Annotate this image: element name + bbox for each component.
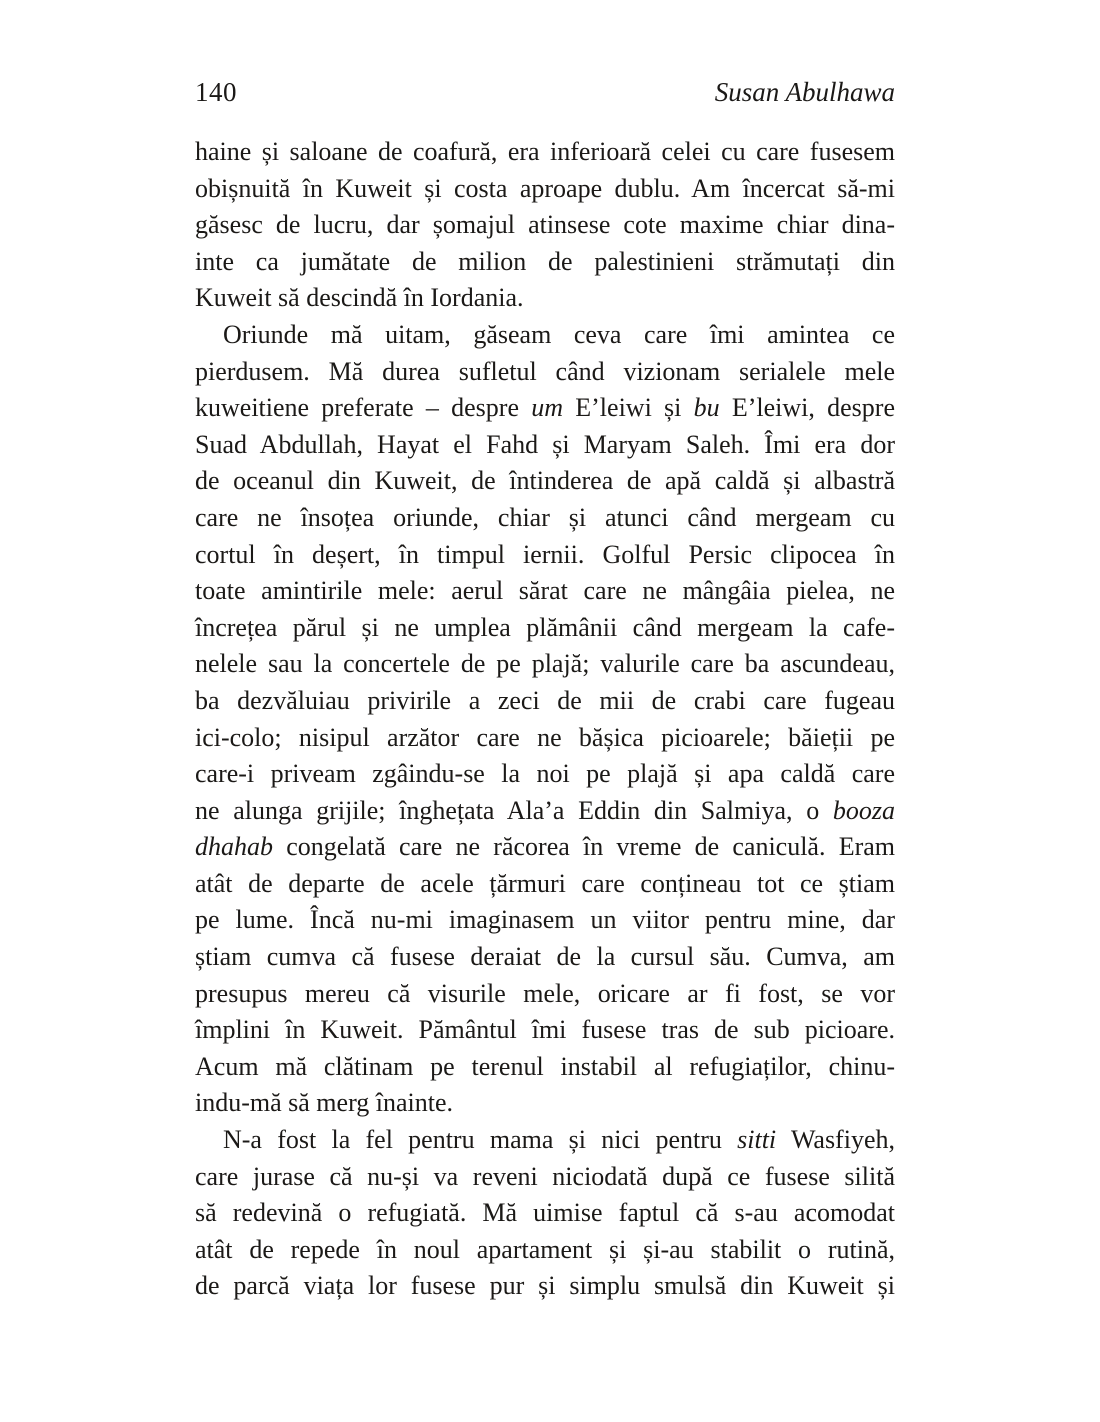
text-line bbox=[195, 463, 895, 500]
italic-term: bu bbox=[693, 393, 720, 423]
text-run: găsesc de lucru, dar șomajul atinsese cote maxime chiar dina- bbox=[195, 210, 895, 240]
text-run: Kuweit să descindă în Iordania. bbox=[195, 283, 524, 313]
text-block bbox=[195, 134, 895, 1305]
text-line bbox=[195, 1268, 895, 1305]
text-line bbox=[195, 427, 895, 464]
text-run: care jurase că nu-și va reveni niciodată după ce fusese silită bbox=[195, 1161, 895, 1191]
text-run: pe lume. Încă nu-mi imaginasem un viitor pentru mine, dar bbox=[195, 905, 895, 935]
text-run: E’leiwi și bbox=[563, 393, 694, 423]
text-line bbox=[195, 134, 895, 171]
text-line bbox=[195, 171, 895, 208]
page-number: 140 bbox=[195, 77, 237, 107]
text-run: să redevină o refugiată. Mă uimise faptul că s-au acomodat bbox=[195, 1198, 895, 1228]
text-line bbox=[195, 866, 895, 903]
text-run: Oriunde mă uitam, găseam ceva care îmi amintea ce bbox=[223, 319, 895, 349]
text-run: încrețea părul și ne umplea plămânii când mergeam la cafe- bbox=[195, 612, 895, 642]
italic-term: dhahab bbox=[195, 832, 273, 862]
text-run: obișnuită în Kuweit și costa aproape dublu. Am încercat să-mi bbox=[195, 173, 895, 203]
text-line bbox=[195, 244, 895, 281]
italic-term: booza bbox=[832, 795, 895, 825]
text-line bbox=[195, 500, 895, 537]
text-run: atât de departe de acele țărmuri care conțineau tot ce știam bbox=[195, 868, 895, 898]
text-line bbox=[195, 317, 895, 354]
text-run: cortul în deșert, în timpul iernii. Golful Persic clipocea în bbox=[195, 539, 895, 569]
text-line bbox=[195, 537, 895, 574]
running-header-author: Susan Abulhawa bbox=[714, 77, 895, 107]
text-run: care ne însoțea oriunde, chiar și atunci când mergeam cu bbox=[195, 502, 895, 532]
text-line bbox=[195, 720, 895, 757]
text-run: inte ca jumătate de milion de palestinieni strămutați din bbox=[195, 246, 895, 276]
text-line bbox=[195, 793, 895, 830]
italic-term: sitti bbox=[737, 1125, 777, 1155]
text-line bbox=[195, 1012, 895, 1049]
text-run: ne alunga grijile; înghețata Ala’a Eddin din Salmiya, o bbox=[195, 795, 833, 825]
text-run: Acum mă clătinam pe terenul instabil al refugiaților, chinu- bbox=[195, 1051, 895, 1081]
text-line bbox=[195, 829, 895, 866]
text-run: de parcă viața lor fusese pur și simplu smulsă din Kuweit și bbox=[195, 1271, 895, 1301]
text-line bbox=[195, 1122, 895, 1159]
text-line bbox=[195, 646, 895, 683]
text-line bbox=[195, 939, 895, 976]
text-run: congelată care ne răcorea în vreme de caniculă. Eram bbox=[273, 832, 895, 862]
text-run: N-a fost la fel pentru mama și nici pentru bbox=[223, 1125, 738, 1155]
text-run: pierdusem. Mă durea sufletul când vizionam serialele mele bbox=[195, 356, 895, 386]
text-run: E’leiwi, despre bbox=[719, 393, 895, 423]
italic-term: um bbox=[531, 393, 564, 423]
text-line bbox=[195, 280, 895, 317]
text-run: de oceanul din Kuweit, de întinderea de apă caldă și albastră bbox=[195, 466, 895, 496]
text-run: ba dezvăluiau privirile a zeci de mii de crabi care fugeau bbox=[195, 685, 895, 715]
text-line bbox=[195, 207, 895, 244]
text-run: nelele sau la concertele de pe plajă; valurile care ba ascundeau, bbox=[195, 649, 895, 679]
text-line bbox=[195, 1232, 895, 1269]
text-line bbox=[195, 1195, 895, 1232]
text-line bbox=[195, 976, 895, 1013]
text-line bbox=[195, 390, 895, 427]
text-run: Wasfiyeh, bbox=[776, 1125, 895, 1155]
text-line bbox=[195, 1159, 895, 1196]
text-line bbox=[195, 1085, 895, 1122]
text-run: haine și saloane de coafură, era inferioară celei cu care fusesem bbox=[195, 137, 895, 166]
text-run: presupus mereu că visurile mele, oricare ar fi fost, se vor bbox=[195, 978, 895, 1008]
running-header bbox=[195, 75, 895, 109]
text-run: care-i priveam zgâindu-se la noi pe plajă și apa caldă care bbox=[195, 759, 895, 789]
text-run: Suad Abdullah, Hayat el Fahd și Maryam Saleh. Îmi era dor bbox=[195, 429, 895, 459]
text-run: toate amintirile mele: aerul sărat care ne mângâia pielea, ne bbox=[195, 576, 895, 606]
text-line bbox=[195, 683, 895, 720]
text-run: atât de repede în noul apartament și și-au stabilit o rutină, bbox=[195, 1234, 895, 1264]
text-run: kuweitiene preferate – despre bbox=[195, 393, 532, 423]
text-run: împlini în Kuweit. Pământul îmi fusese tras de sub picioare. bbox=[195, 1015, 895, 1045]
text-line bbox=[195, 902, 895, 939]
text-line bbox=[195, 610, 895, 647]
text-line bbox=[195, 756, 895, 793]
text-line bbox=[195, 1049, 895, 1086]
text-line bbox=[195, 573, 895, 610]
text-run: indu-mă să merg înainte. bbox=[195, 1088, 454, 1118]
text-run: știam cumva că fusese deraiat de la cursul său. Cumva, am bbox=[195, 942, 895, 972]
text-run: ici-colo; nisipul arzător care ne bășica picioarele; băieții pe bbox=[195, 722, 895, 752]
text-line bbox=[195, 354, 895, 391]
